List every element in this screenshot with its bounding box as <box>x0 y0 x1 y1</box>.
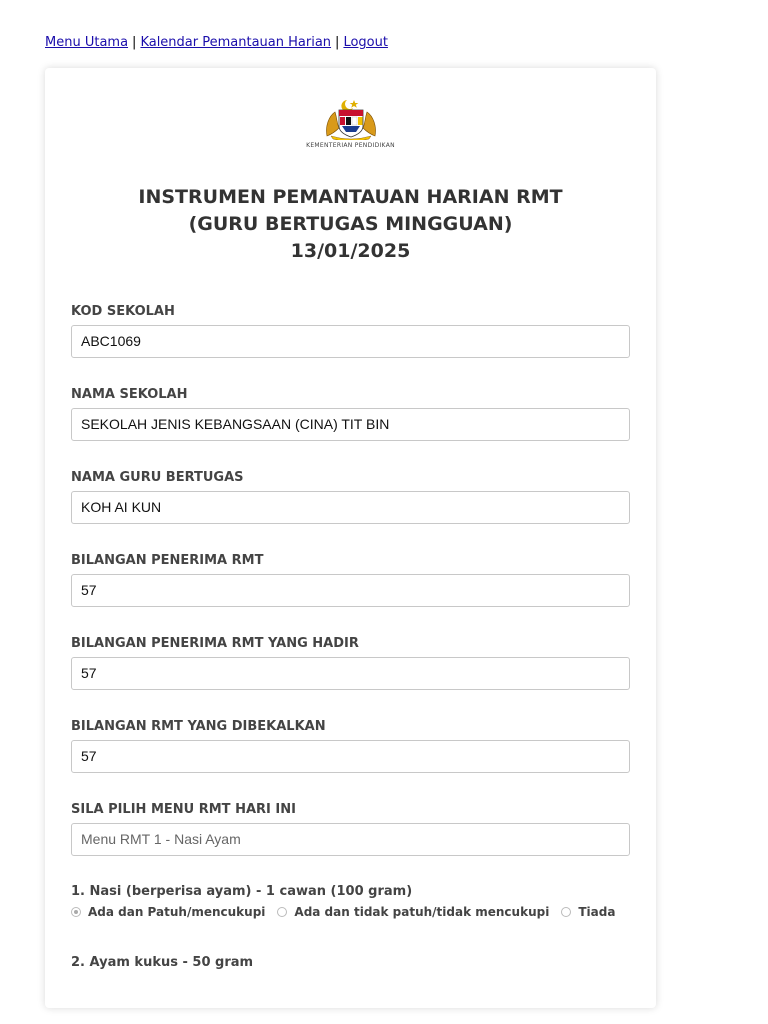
option-ada-patuh[interactable] <box>71 905 265 919</box>
nama-sekolah-group <box>71 387 630 441</box>
bilangan-hadir-group <box>71 636 630 690</box>
radio-checked-icon[interactable] <box>71 907 81 917</box>
nav-link-logout[interactable]: Logout <box>343 35 388 50</box>
question-2-title: 2. Ayam kukus - 50 gram <box>71 955 254 970</box>
question-2 <box>71 955 630 970</box>
nama-guru-label: NAMA GURU BERTUGAS <box>71 470 244 485</box>
bilangan-dibekalkan-label: BILANGAN RMT YANG DIBEKALKAN <box>71 719 326 734</box>
nama-guru-group <box>71 470 630 524</box>
option-label: Ada dan tidak patuh/tidak mencukupi <box>294 905 550 919</box>
bilangan-penerima-input[interactable]: 57 <box>71 574 630 607</box>
radio-unchecked-icon[interactable] <box>277 907 287 917</box>
bilangan-dibekalkan-group <box>71 719 630 773</box>
question-1 <box>71 884 630 919</box>
top-navigation <box>45 35 388 50</box>
kod-sekolah-input[interactable]: ABC1069 <box>71 325 630 358</box>
nav-separator: | <box>132 35 137 50</box>
nav-separator: | <box>335 35 340 50</box>
bilangan-hadir-label: BILANGAN PENERIMA RMT YANG HADIR <box>71 636 359 651</box>
question-1-options <box>71 905 630 919</box>
option-label: Ada dan Patuh/mencukupi <box>88 905 266 919</box>
title-line-2: (GURU BERTUGAS MINGGUAN) <box>188 213 513 235</box>
bilangan-penerima-label: BILANGAN PENERIMA RMT <box>71 553 264 568</box>
nav-link-kalendar[interactable]: Kalendar Pemantauan Harian <box>140 35 332 50</box>
option-ada-tidak-patuh[interactable] <box>277 905 549 919</box>
ministry-logo <box>45 98 656 149</box>
bilangan-penerima-group <box>71 553 630 607</box>
menu-select-group <box>71 802 630 856</box>
page-title <box>45 184 656 265</box>
nama-sekolah-input[interactable]: SEKOLAH JENIS KEBANGSAAN (CINA) TIT BIN <box>71 408 630 441</box>
question-1-title: 1. Nasi (berperisa ayam) - 1 cawan (100 gram) <box>71 884 413 899</box>
bilangan-dibekalkan-input[interactable]: 57 <box>71 740 630 773</box>
option-label: Tiada <box>578 905 616 919</box>
title-line-1: INSTRUMEN PEMANTAUAN HARIAN RMT <box>138 186 563 208</box>
kod-sekolah-group <box>71 304 630 358</box>
nama-sekolah-label: NAMA SEKOLAH <box>71 387 188 402</box>
malaysia-coat-of-arms-icon <box>323 98 379 140</box>
form-card <box>45 68 656 1008</box>
title-date: 13/01/2025 <box>290 240 411 262</box>
bilangan-hadir-input[interactable]: 57 <box>71 657 630 690</box>
radio-unchecked-icon[interactable] <box>561 907 571 917</box>
kod-sekolah-label: KOD SEKOLAH <box>71 304 175 319</box>
option-tiada[interactable] <box>561 905 615 919</box>
menu-select-label: SILA PILIH MENU RMT HARI INI <box>71 802 296 817</box>
nama-guru-input[interactable]: KOH AI KUN <box>71 491 630 524</box>
menu-select[interactable]: Menu RMT 1 - Nasi Ayam <box>71 823 630 856</box>
nav-link-menu-utama[interactable]: Menu Utama <box>45 35 129 50</box>
logo-caption: KEMENTERIAN PENDIDIKAN <box>306 142 395 149</box>
